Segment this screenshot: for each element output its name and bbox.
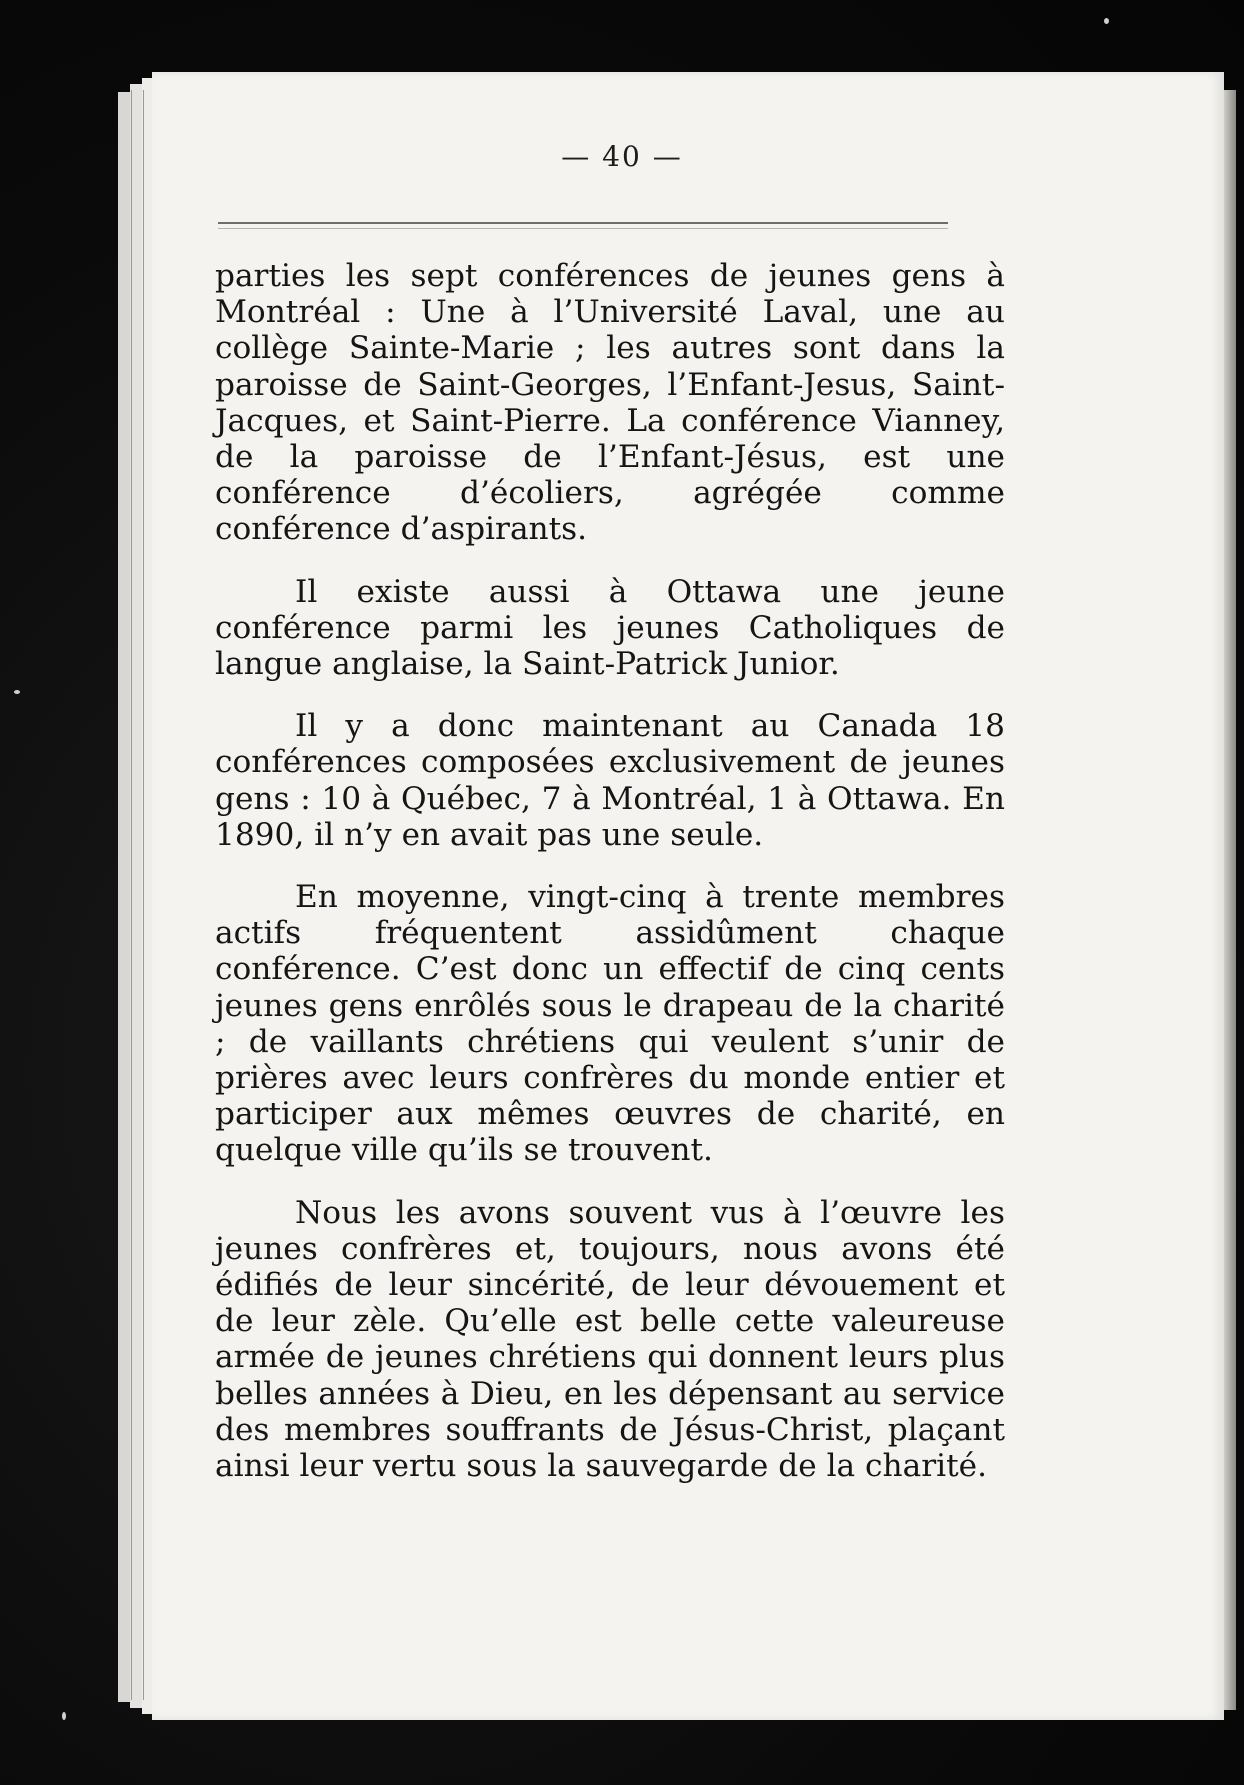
page-edge-line — [131, 90, 132, 1700]
paragraph: Il existe aussi à Ottawa une jeune conférence parmi les jeunes Catholiques de langue anglaise, la Saint-Patrick Junior. — [215, 573, 1005, 683]
paragraph: Nous les avons souvent vus à l’œuvre les jeunes confrères et, toujours, nous avons été édifiés de leur sincérité, de leur dévouement et de leur zèle. Qu’elle est belle cette valeureuse armée de jeunes chrétiens qui donnent leurs plus belles années à Dieu, en les dépensant au service des membres souffrants de Jésus-Christ, plaçant ainsi leur vertu sous la sauvegarde de la charité. — [215, 1194, 1005, 1485]
paragraph: Il y a donc maintenant au Canada 18 conférences composées exclusivement de jeunes gens : 10 à Québec, 7 à Montréal, 1 à Ottawa. En 1890, il n’y en avait pas une seule. — [215, 708, 1005, 853]
page-right-shadow — [1224, 90, 1236, 1710]
paragraph: En moyenne, vingt-cinq à trente membres actifs fréquentent assidûment chaque conférence. C’est donc un effectif de cinq cents jeunes gens enrôlés sous le drapeau de la charité ; de vaillants chrétiens qui veulent s’unir de prières avec leurs confrères du monde entier et participer aux mêmes œuvres de charité, en quelque ville qu’ils se trouvent. — [215, 879, 1005, 1169]
dust-speck — [14, 690, 20, 694]
dust-speck — [62, 1712, 66, 1720]
paragraph: parties les sept conférences de jeunes gens à Montréal : Une à l’Université Laval, une au collège Sainte-Marie ; les autres sont dans la paroisse de Saint-Georges, l’Enfant-Jesus, Saint-Jacques, et Saint-Pierre. La conférence Vianney, de la paroisse de l’Enfant-Jésus, est une conférence d’écoliers, agrégée comme conférence d’aspirants. — [215, 258, 1005, 548]
header-rule — [218, 222, 948, 224]
body-text — [215, 258, 1005, 1484]
dust-speck — [1104, 18, 1109, 24]
page-number: — 40 — — [561, 140, 683, 173]
page-edge-line — [143, 90, 144, 1700]
header-rule — [218, 228, 948, 229]
